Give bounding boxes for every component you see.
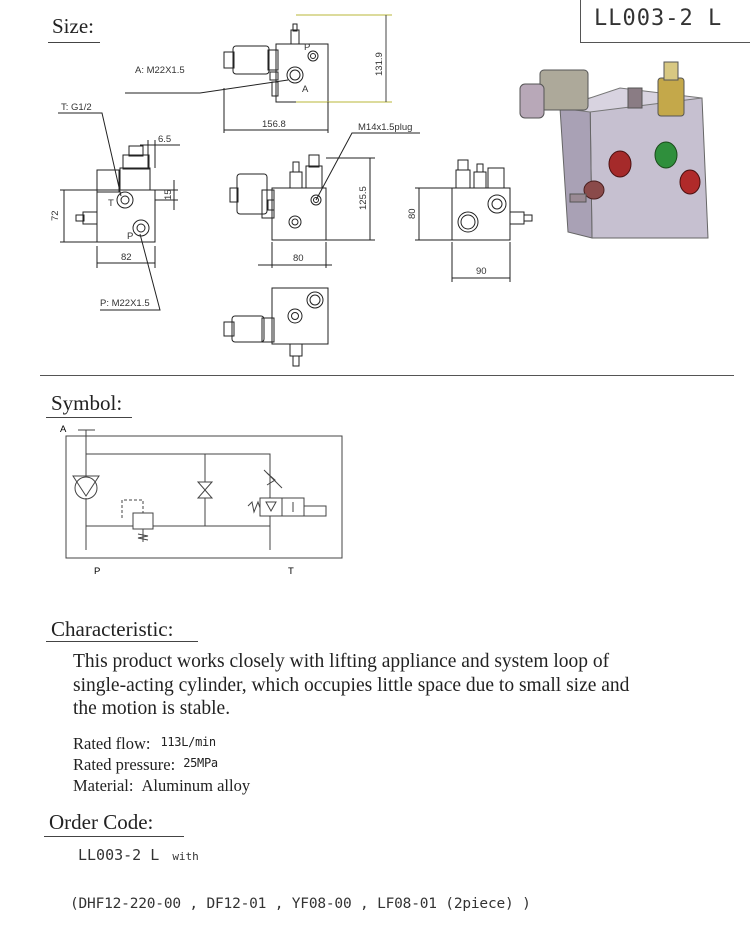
description-line-1: This product works closely with lifting appliance and system loop of	[73, 651, 610, 672]
dim-6-5: 6.5	[158, 134, 172, 145]
spec-rated-flow	[73, 734, 216, 754]
dim-72: 72	[50, 210, 61, 221]
label-plug: M14x1.5plug	[358, 122, 413, 133]
label-port-t: T: G1/2	[61, 102, 92, 113]
symbol-port-p: P	[94, 566, 101, 577]
dimension-drawings	[0, 0, 750, 380]
label-port-a: A: M22X1.5	[135, 65, 185, 76]
symbol-heading: Symbol:	[51, 391, 123, 415]
description-line-3: the motion is stable.	[73, 698, 231, 719]
dim-15: 15	[163, 189, 174, 200]
label-p-top: P	[304, 42, 311, 53]
left-view-drawing	[76, 146, 155, 242]
order-code-with: with	[172, 850, 199, 863]
order-code-value	[78, 846, 199, 864]
spec-rated-pressure	[73, 755, 218, 775]
dim-125-5: 125.5	[358, 186, 369, 210]
dim-131-9: 131.9	[374, 52, 385, 76]
hydraulic-symbol-diagram	[0, 418, 400, 578]
section-divider	[40, 375, 734, 376]
characteristic-description	[73, 650, 733, 721]
order-code-model: LL003-2 L	[78, 846, 160, 864]
spec-value-material: Aluminum alloy	[141, 776, 251, 795]
dim-90: 90	[476, 266, 487, 277]
spec-material	[73, 776, 250, 796]
3d-render-illustration	[520, 62, 708, 238]
spec-value-rated-pressure: 25MPa	[183, 756, 218, 770]
symbol-port-t: T	[288, 566, 294, 577]
symbol-port-a: A	[60, 424, 67, 435]
characteristic-heading-underline	[46, 641, 198, 642]
size-heading: Size:	[52, 14, 94, 38]
label-a-top: A	[302, 84, 309, 95]
spec-label-material: Material:	[73, 776, 134, 795]
spec-label-rated-pressure: Rated pressure:	[73, 755, 176, 774]
order-code-heading: Order Code:	[49, 810, 154, 834]
order-code-components: (DHF12-220-00 , DF12-01 , YF08-00 , LF08-01 (2piece) )	[70, 896, 531, 912]
front-view-drawing	[230, 155, 326, 240]
dim-80-front: 80	[293, 253, 304, 264]
dim-80-side: 80	[407, 208, 418, 219]
label-t-left: T	[108, 198, 114, 209]
label-port-p: P: M22X1.5	[100, 298, 150, 309]
dim-156-8: 156.8	[262, 119, 286, 130]
spec-value-rated-flow: 113L/min	[160, 735, 216, 749]
order-code-heading-underline	[44, 836, 184, 837]
characteristic-heading: Characteristic:	[51, 617, 174, 641]
dim-82: 82	[121, 252, 132, 263]
bottom-view-drawing	[224, 288, 328, 366]
right-view-drawing	[452, 160, 532, 240]
top-view-drawing	[224, 24, 328, 102]
spec-label-rated-flow: Rated flow:	[73, 734, 151, 753]
label-p-left: P	[127, 231, 134, 242]
description-line-2: single-acting cylinder, which occupies little space due to small size and	[73, 674, 630, 696]
model-code-title: LL003-2 L	[594, 6, 723, 31]
